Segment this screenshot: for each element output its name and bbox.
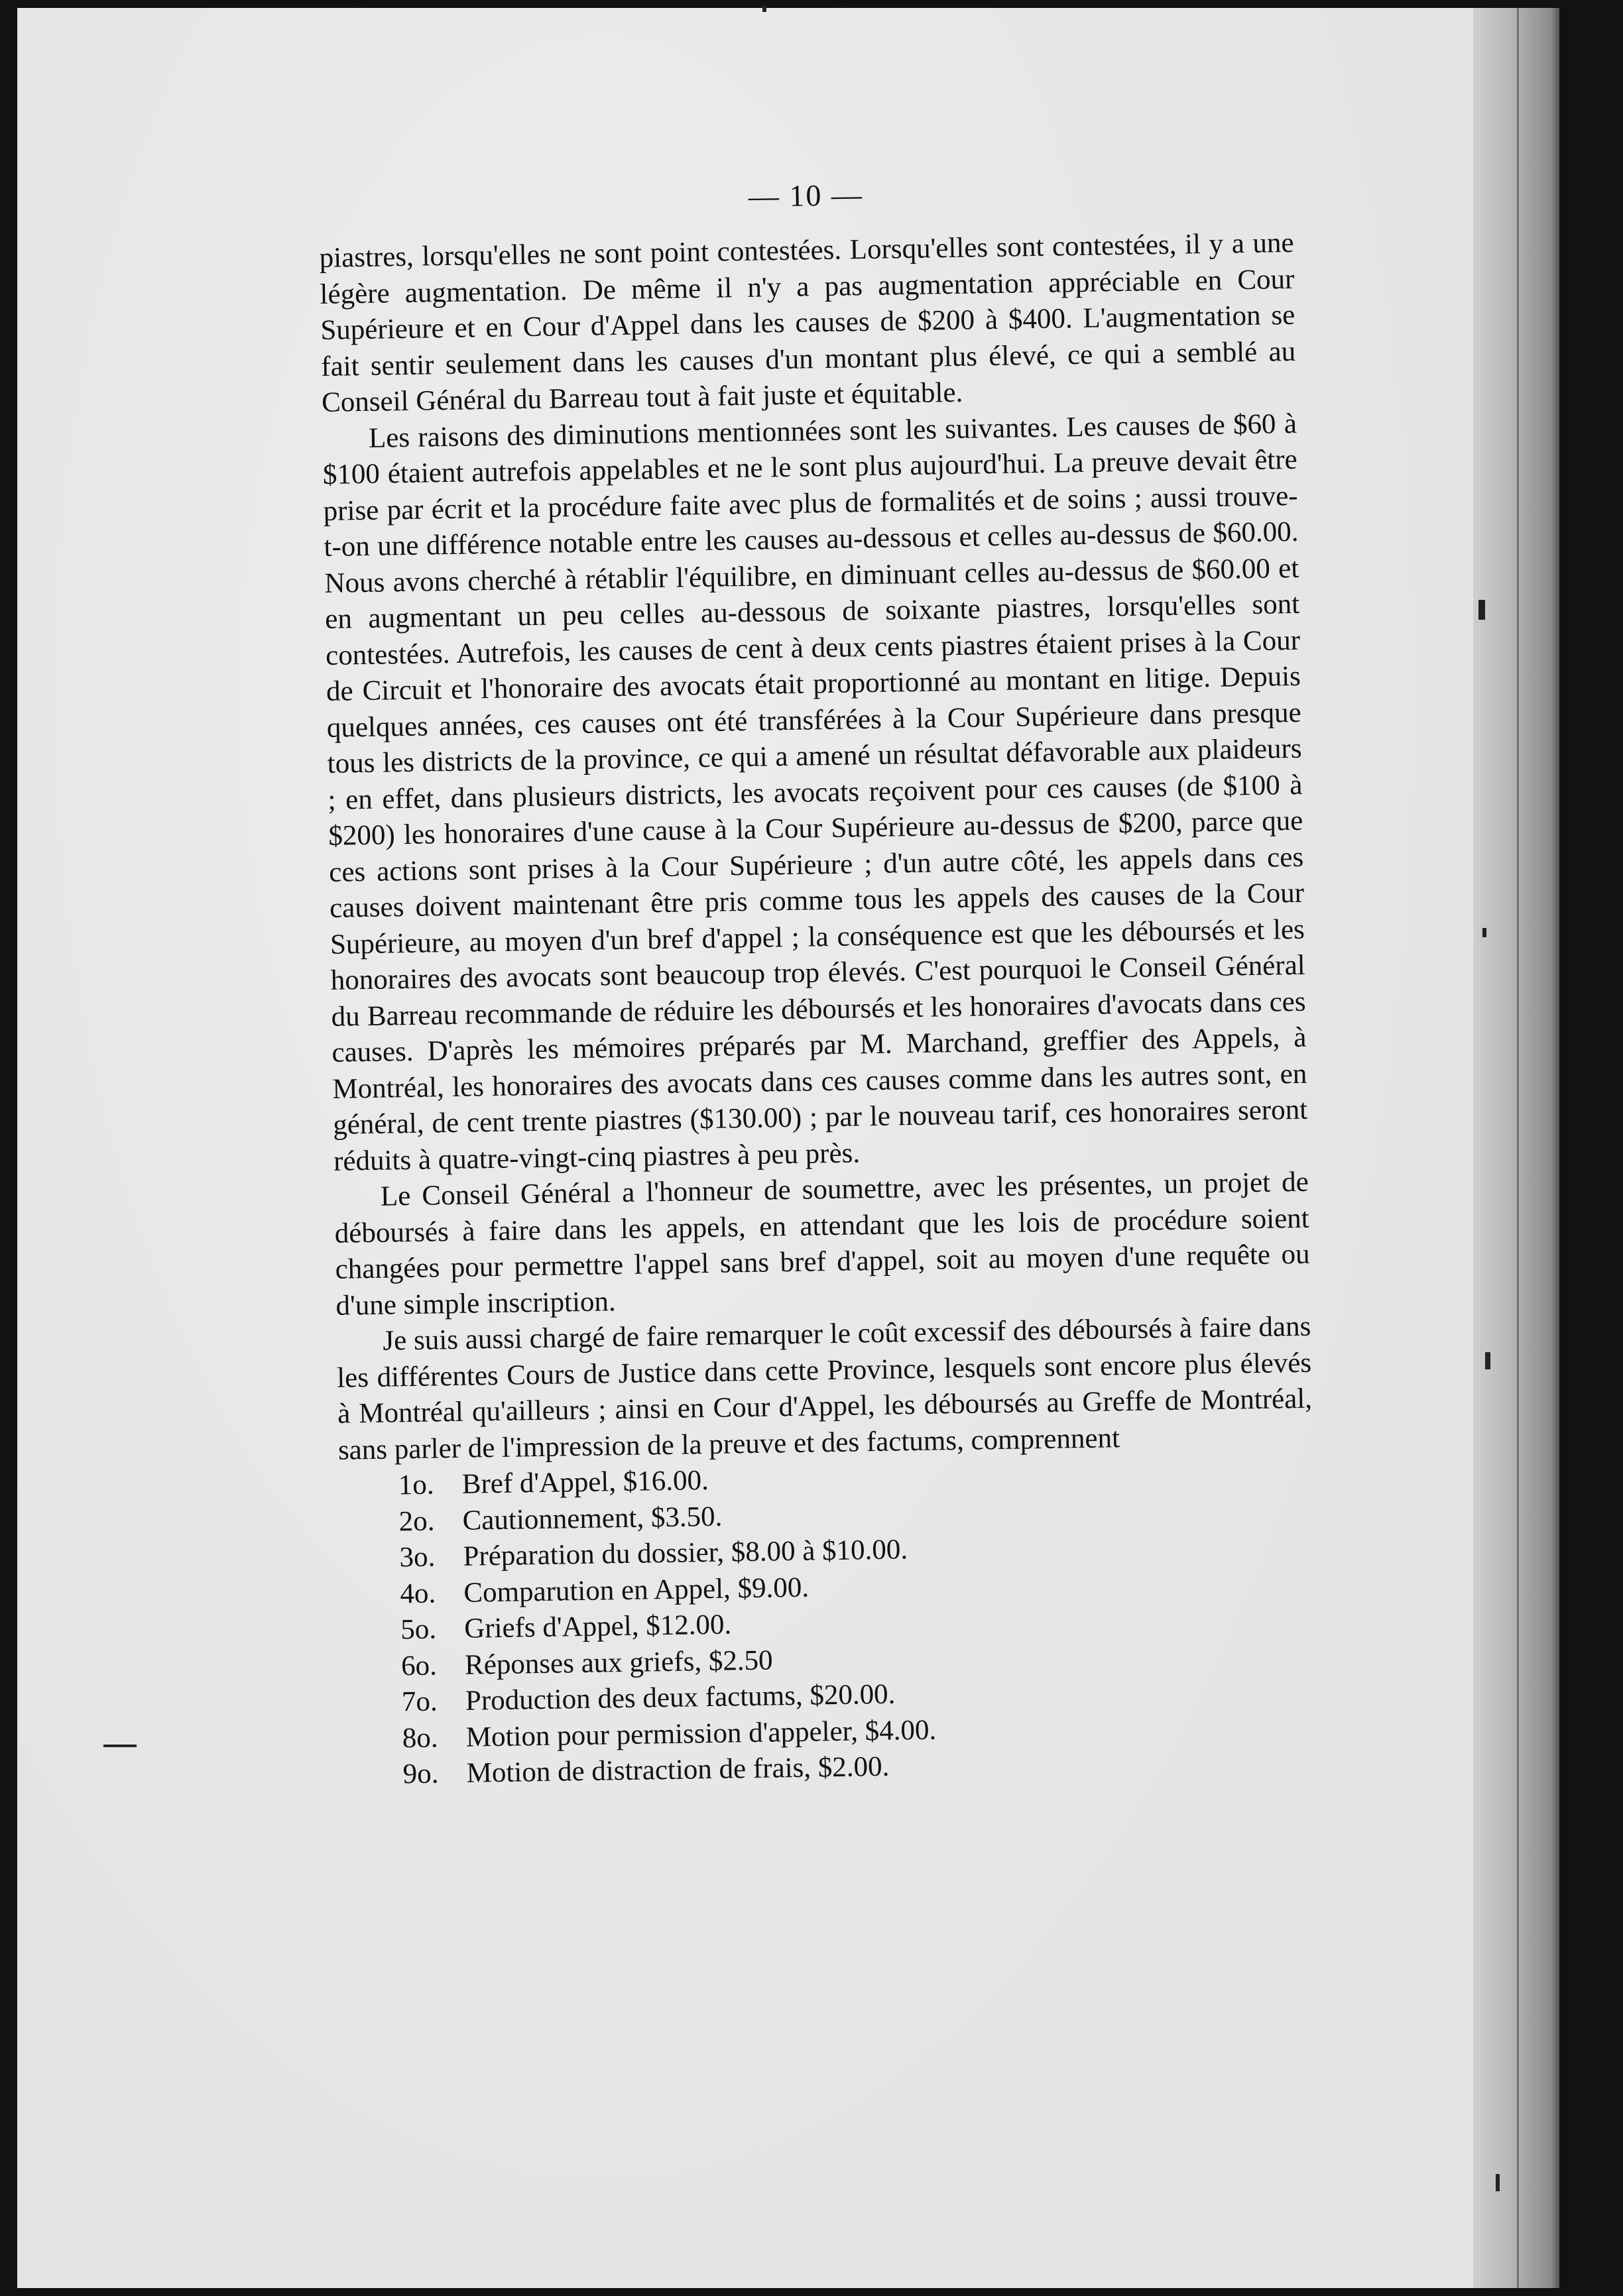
list-item-text: Bref d'Appel, $16.00. (461, 1464, 709, 1500)
list-item-text: Cautionnement, $3.50. (462, 1501, 723, 1536)
list-item-number: 2o. (398, 1505, 435, 1537)
list-item-text: Motion pour permission d'appeler, $4.00. (465, 1714, 937, 1753)
margin-mark (1496, 2174, 1500, 2191)
list-item-text: Comparution en Appel, $9.00. (463, 1572, 810, 1609)
paragraph: Le Conseil Général a l'honneur de soumettre, avec les présentes, un projet de déboursés à faire dans les appels, en attendant que les lois de procédure soient changées pour permettre l'appel sans bref d'appel, soit au moyen d'une requête ou d'une simple inscription. (334, 1166, 1310, 1322)
binding-line (1517, 8, 1519, 2288)
list-item-number: 1o. (398, 1469, 434, 1501)
page-number: — 10 — (748, 178, 864, 213)
margin-mark (103, 1745, 137, 1747)
paragraph: piastres, lorsqu'elles ne sont point contestées. Lorsqu'elles sont contestées, il y a une légère augmentation. De même il n'y a pas augmentation appréciable en Cour Supérieure et en Cour d'Appel dans les causes de $200 à $400. L'augmentation se fait sentir seulement dans les causes d'un montant plus élevé, ce qui a semblé au Conseil Général du Barreau tout à fait juste et équitable. (319, 227, 1296, 418)
margin-mark (1485, 1352, 1490, 1369)
fees-list (338, 1454, 1318, 1794)
list-item-number: 8o. (402, 1721, 438, 1754)
list-item-number: 7o. (401, 1686, 438, 1718)
paragraph: Je suis aussi chargé de faire remarquer le coût excessif des déboursés à faire dans les différentes Cours de Justice dans cette Province, lesquels sont encore plus élevés à Montréal qu'ailleurs ; ainsi en Cour d'Appel, les déboursés au Greffe de Montréal, sans parler de l'impression de la preuve et des factums, comprennent (336, 1310, 1313, 1466)
margin-mark (1482, 928, 1486, 937)
list-item-text: Réponses aux griefs, $2.50 (464, 1644, 773, 1681)
paragraph: Les raisons des diminutions mentionnées sont les suivantes. Les causes de $60 à $100 étaient autrefois appelables et ne le sont plus aujourd'hui. La preuve devait être prise par écrit et la procédure faite avec plus de formalités et de soins ; aussi trouve-t-on une différence notable entre les causes au-dessous et celles au-dessus de $60.00. Nous avons cherché à rétablir l'équilibre, en diminuant celles au-dessus de $60.00 et en augmentant un peu celles au-dessous de soixante piastres, lorsqu'elles sont contestées. Autrefois, les causes de cent à deux cents piastres étaient prises à la Cour de Circuit et l'honoraire des avocats était proportionné au montant en litige. Depuis quelques années, ces causes ont été transférées à la Cour Supérieure dans presque tous les districts de la province, ce qui a amené un résultat défavorable aux plaideurs ; en effet, dans plusieurs districts, les avocats reçoivent pour ces causes (de $100 à $200) les honoraires d'une cause à la Cour Supérieure au-dessus de $200, parce que ces actions sont prises à la Cour Supérieure ; d'un autre côté, les appels dans ces causes doivent maintenant être pris comme tous les appels des causes de la Cour Supérieure, au moyen d'un bref d'appel ; la conséquence est que les déboursés et les honoraires des avocats sont beaucoup trop élevés. C'est pourquoi le Conseil Général du Barreau recommande de réduire les déboursés et les honoraires d'avocats dans ces causes. D'après les mémoires préparés par M. Marchand, greffier des Appels, à Montréal, les honoraires des avocats dans ces causes comme dans les autres sont, en général, de cent trente piastres ($130.00) ; par le nouveau tarif, ces honoraires seront réduits à quatre-vingt-cinq piastres à peu près. (322, 408, 1308, 1177)
list-item-text: Production des deux factums, $20.00. (465, 1678, 896, 1717)
list-item-number: 5o. (400, 1613, 437, 1646)
margin-mark (1478, 600, 1485, 620)
margin-mark (762, 5, 766, 12)
list-item-number: 6o. (400, 1649, 438, 1682)
document-body (318, 170, 1318, 1794)
binding-edge (1473, 8, 1559, 2288)
list-item-number: 4o. (400, 1577, 436, 1609)
list-item-text: Motion de distraction de frais, $2.00. (466, 1751, 890, 1789)
list-item-number: 9o. (402, 1758, 439, 1790)
list-item-text: Griefs d'Appel, $12.00. (463, 1609, 732, 1644)
list-item-text: Préparation du dossier, $8.00 à $10.00. (463, 1534, 908, 1572)
list-item-number: 3o. (399, 1541, 436, 1574)
